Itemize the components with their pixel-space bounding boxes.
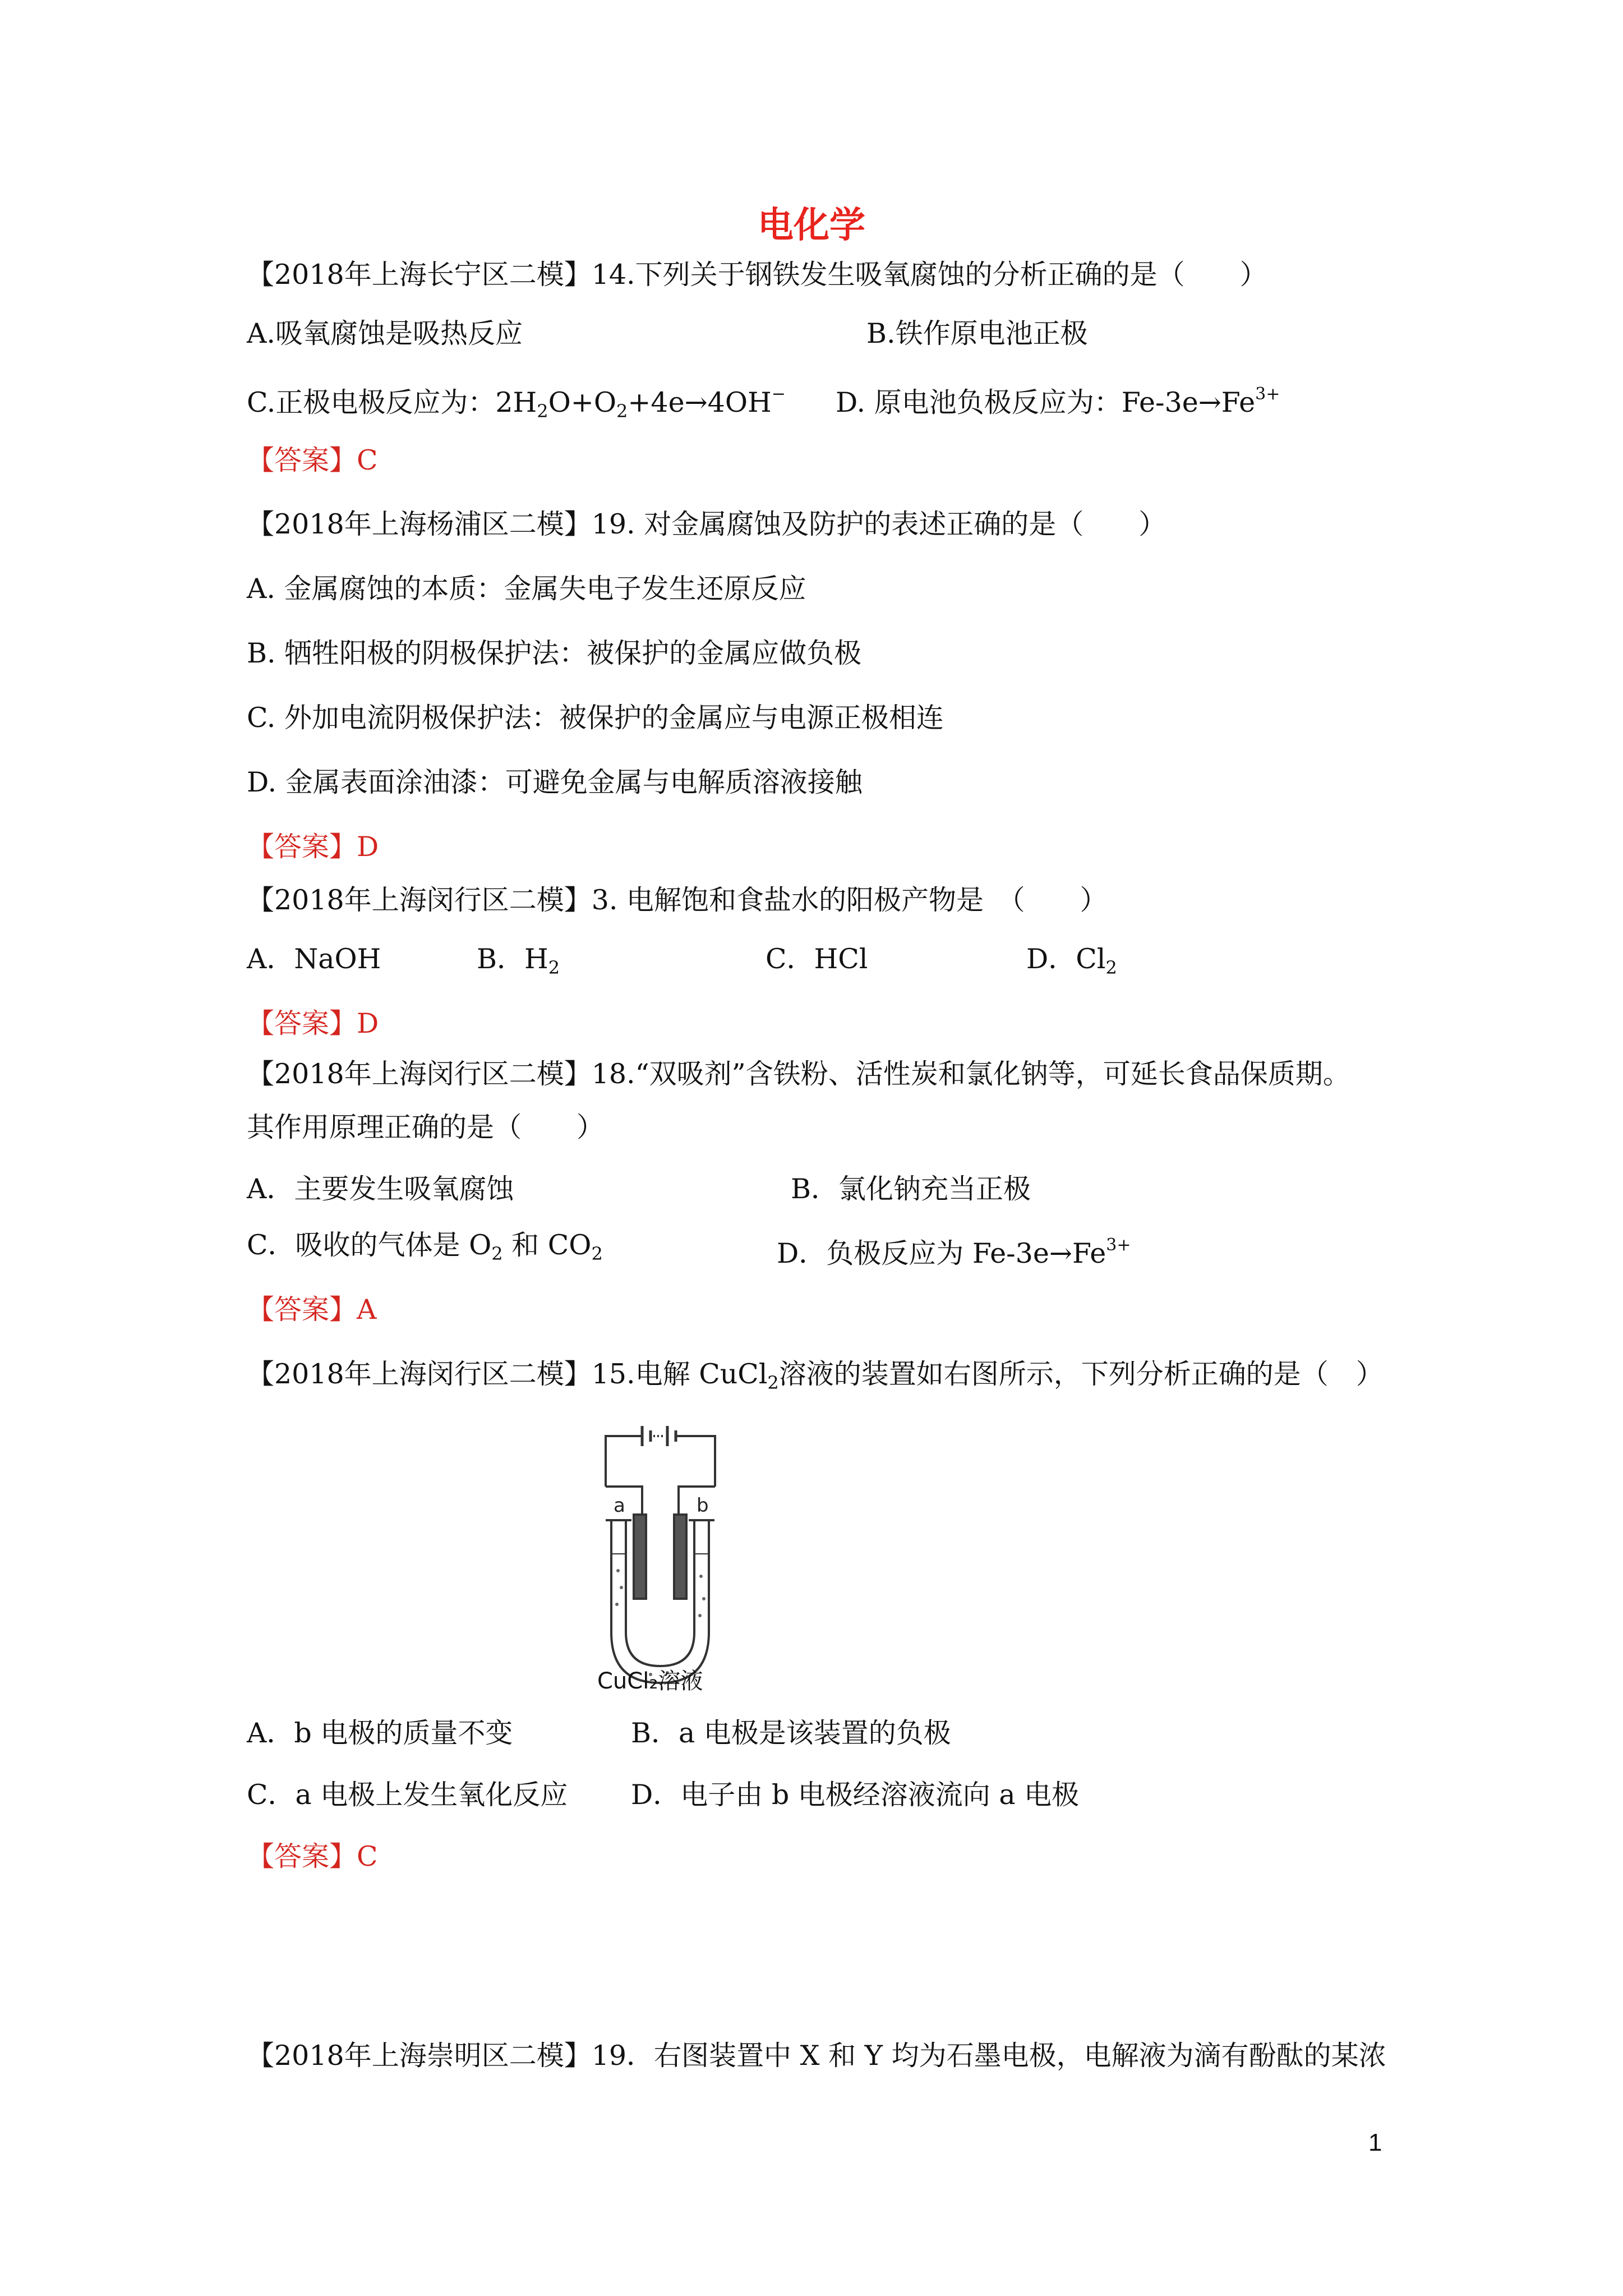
question-5-answer: 【答案】C xyxy=(247,1841,378,1872)
question-2-option-d: D. 金属表面涂油漆：可避免金属与电解质溶液接触 xyxy=(247,766,863,798)
figure-caption: CuCl₂溶液 xyxy=(597,1668,703,1694)
question-3-option-a: A．NaOH xyxy=(247,943,381,975)
question-4-stem-line1: 【2018年上海闵行区二模】18.“双吸剂”含铁粉、活性炭和氯化钠等，可延长食品保质期。 xyxy=(247,1058,1350,1090)
question-4-option-c: C．吸收的气体是 $O_2$ 和 $CO_2$ xyxy=(247,1229,603,1264)
question-1-option-a: A.吸氧腐蚀是吸热反应 xyxy=(247,318,523,349)
question-4-option-a: A．主要发生吸氧腐蚀 xyxy=(247,1173,514,1205)
question-2-stem: 【2018年上海杨浦区二模】19. 对金属腐蚀及防护的表述正确的是（ ） xyxy=(247,508,1166,540)
question-3-answer: 【答案】D xyxy=(247,1007,379,1039)
question-3-option-c: C．HCl xyxy=(766,943,868,975)
question-2-option-c: C. 外加电流阴极保护法：被保护的金属应与电源正极相连 xyxy=(247,702,944,734)
question-1-stem: 【2018年上海长宁区二模】14.下列关于钢铁发生吸氧腐蚀的分析正确的是（ ） xyxy=(247,259,1267,291)
question-4-option-b: B．氯化钠充当正极 xyxy=(791,1173,1031,1205)
question-6-stem: 【2018年上海崇明区二模】19．右图装置中 X 和 Y 均为石墨电极，电解液为滴有酚酞的某浓 xyxy=(247,2040,1386,2072)
question-4-option-d: D．负极反应为 $Fe-3e\to Fe^{3+}$ xyxy=(777,1235,1131,1269)
page-title: 电化学 xyxy=(758,204,865,246)
question-5-option-d: D．电子由 b 电极经溶液流向 a 电极 xyxy=(631,1779,1080,1811)
electrode-b-label: b xyxy=(697,1494,709,1517)
question-5-option-c: C．a 电极上发生氧化反应 xyxy=(247,1779,568,1811)
question-2-option-a: A. 金属腐蚀的本质：金属失电子发生还原反应 xyxy=(247,573,806,605)
question-5-option-b: B．a 电极是该装置的负极 xyxy=(631,1717,951,1749)
question-1-option-b: B.铁作原电池正极 xyxy=(866,318,1088,349)
question-1-option-c: C.正极电极反应为：$2H_2O+O_2+4e\to 4OH^-$ xyxy=(247,384,786,422)
question-2-option-b: B. 牺牲阳极的阴极保护法：被保护的金属应做负极 xyxy=(247,637,862,669)
question-3-option-b: B．$H_2$ xyxy=(477,943,560,978)
electrode-a-label: a xyxy=(614,1494,625,1517)
question-4-stem-line2: 其作用原理正确的是（ ） xyxy=(247,1111,605,1143)
question-4-answer: 【答案】A xyxy=(247,1294,377,1326)
question-5-stem: 【2018年上海闵行区二模】15.电解 CuCl$_2$溶液的装置如右图所示，下列分析正确的是（ ） xyxy=(247,1358,1384,1393)
question-3-option-d: D．$Cl_2$ xyxy=(1026,943,1117,978)
question-5-option-a: A．b 电极的质量不变 xyxy=(247,1717,513,1749)
question-1-option-d: D. 原电池负极反应为：$Fe-3e\to Fe^{3+}$ xyxy=(836,384,1280,418)
electrolysis-u-tube-diagram xyxy=(589,1419,729,1700)
question-3-stem: 【2018年上海闵行区二模】3. 电解饱和食盐水的阳极产物是 （ ） xyxy=(247,884,1108,916)
question-1-answer: 【答案】C xyxy=(247,444,378,476)
question-2-answer: 【答案】D xyxy=(247,831,379,863)
page-number: 1 xyxy=(1368,2129,1382,2156)
